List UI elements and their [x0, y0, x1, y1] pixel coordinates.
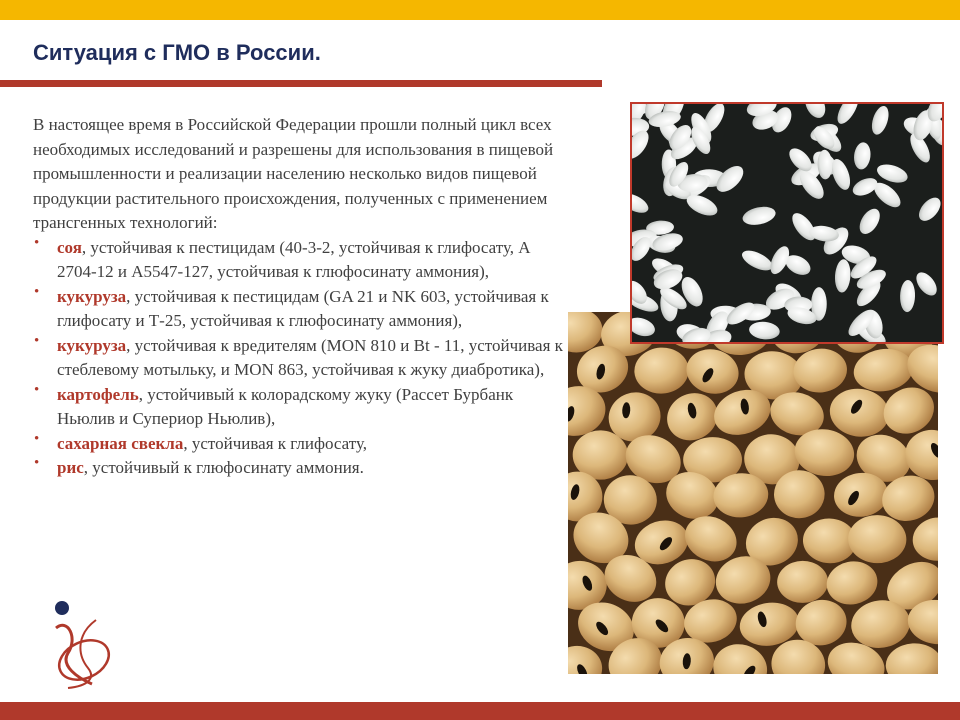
crop-description: , устойчивая к вредителям (MON 810 и Bt - 11, устойчивая к стеблевому мотыльку, и MON 863, устойчивая к жуку диабротика),	[57, 335, 563, 379]
crop-name: рис	[57, 458, 84, 477]
title-underline	[0, 80, 602, 87]
crop-description: , устойчивый к колорадскому жуку (Рассет Бурбанк Ньюлив и Супериор Ньюлив),	[57, 384, 514, 428]
intro-paragraph: В настоящее время в Российской Федерации прошли полный цикл всех необходимых исследований и разрешены для использования в пищевой промышленности и реализации населению несколько видов пищевой продукции растительного происхождения, полученных с применением трансгенных технологий:	[33, 115, 554, 232]
bullet-icon: •	[34, 381, 40, 398]
list-item	[33, 285, 565, 334]
list-item	[33, 334, 565, 383]
bottom-accent-bar	[0, 702, 960, 720]
crop-name: кукуруза	[57, 286, 127, 306]
soybeans-photo	[568, 312, 938, 674]
top-accent-bar	[0, 0, 960, 20]
crop-name: кукуруза	[57, 335, 127, 355]
gmo-product-list	[33, 236, 565, 481]
bullet-icon: •	[34, 283, 40, 300]
crop-name: картофель	[57, 384, 139, 404]
crop-description: , устойчивая к глифосату,	[183, 433, 368, 453]
slide-title: Ситуация с ГМО в России.	[33, 40, 321, 65]
list-item	[33, 432, 565, 457]
company-logo	[48, 598, 114, 690]
list-item	[33, 236, 565, 285]
crop-name: сахарная свекла	[57, 433, 184, 453]
bullet-icon: •	[34, 234, 40, 251]
slide-body	[33, 113, 565, 481]
crop-description: , устойчивый к глюфосинату аммония.	[83, 458, 364, 477]
crop-description: , устойчивая к пестицидам (40-3-2, устойчивая к глифосату, А 2704-12 и A5547-127, устойчивая к глюфосинату аммония),	[57, 237, 531, 281]
bullet-icon: •	[34, 332, 40, 349]
list-item	[33, 383, 565, 432]
bullet-icon: •	[34, 455, 40, 471]
bullet-icon: •	[34, 430, 40, 447]
list-item	[33, 456, 565, 481]
rice-grains-photo	[630, 102, 944, 344]
crop-description: , устойчивая к пестицидам (GA 21 и NK 603, устойчивая к глифосату и Т-25, устойчивая к глюфосинату аммония),	[57, 286, 549, 330]
crop-name: соя	[57, 237, 82, 257]
